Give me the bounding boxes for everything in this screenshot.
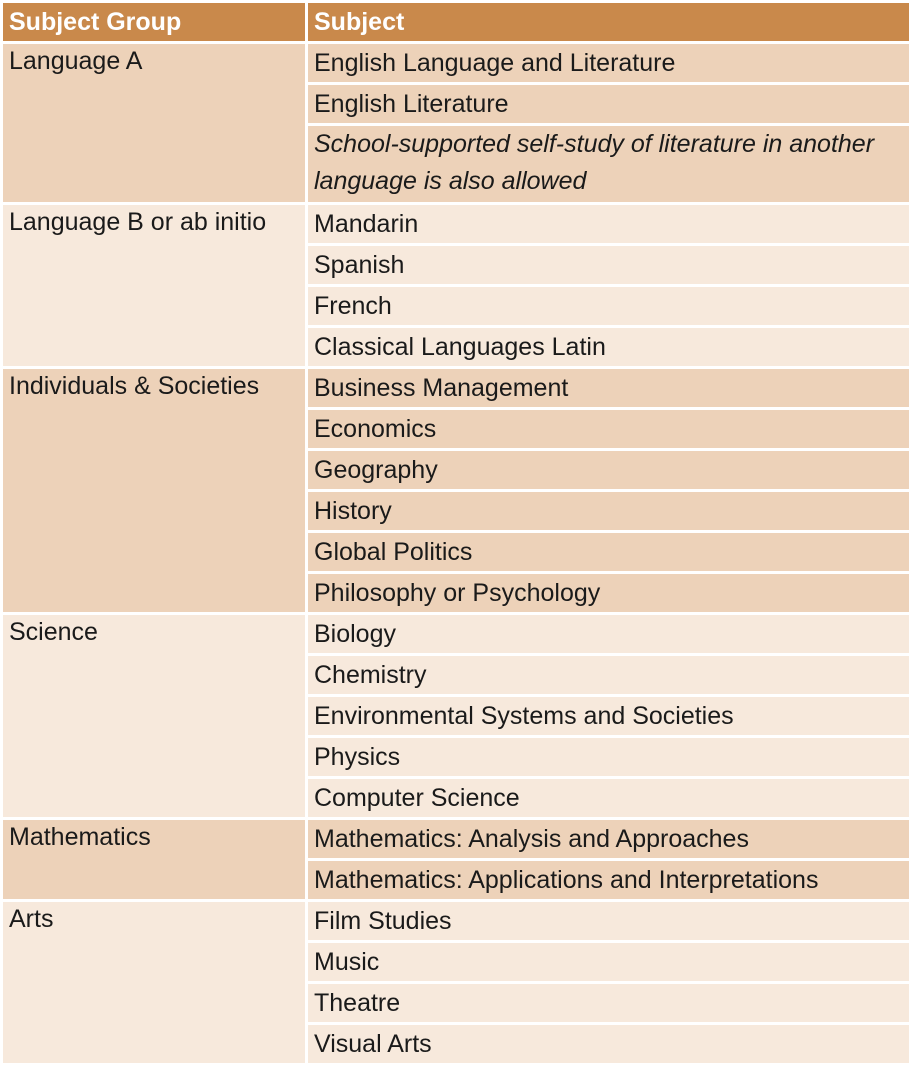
table-row — [3, 44, 909, 85]
subject-cell: Business Management — [308, 369, 909, 410]
subject-cell: Economics — [308, 410, 909, 451]
group-cell-language-a: Language A — [3, 44, 308, 205]
subject-cell: Mandarin — [308, 205, 909, 246]
header-subject: Subject — [308, 3, 909, 44]
group-cell-language-b: Language B or ab initio — [3, 205, 308, 369]
subject-cell: Environmental Systems and Societies — [308, 697, 909, 738]
subject-cell: Classical Languages Latin — [308, 328, 909, 369]
subject-cell: Film Studies — [308, 902, 909, 943]
subject-cell: Mathematics: Applications and Interpretations — [308, 861, 909, 902]
group-cell-individuals-societies: Individuals & Societies — [3, 369, 308, 615]
subject-note-cell: School-supported self-study of literature in another language is also allowed — [308, 126, 909, 205]
table-row — [3, 902, 909, 943]
subject-cell: Mathematics: Analysis and Approaches — [308, 820, 909, 861]
subject-cell: Chemistry — [308, 656, 909, 697]
subject-cell: Visual Arts — [308, 1025, 909, 1066]
subject-cell: History — [308, 492, 909, 533]
subject-cell: Biology — [308, 615, 909, 656]
group-cell-mathematics: Mathematics — [3, 820, 308, 902]
subject-cell: English Literature — [308, 85, 909, 126]
table-row — [3, 615, 909, 656]
subject-cell: Theatre — [308, 984, 909, 1025]
subject-cell: Music — [308, 943, 909, 984]
subjects-table — [3, 3, 909, 1066]
header-row — [3, 3, 909, 44]
group-cell-science: Science — [3, 615, 308, 820]
subject-cell: Philosophy or Psychology — [308, 574, 909, 615]
subject-cell: Global Politics — [308, 533, 909, 574]
subject-cell: English Language and Literature — [308, 44, 909, 85]
subject-cell: Geography — [308, 451, 909, 492]
group-cell-arts: Arts — [3, 902, 308, 1066]
table-row — [3, 205, 909, 246]
table-row — [3, 369, 909, 410]
table-row — [3, 820, 909, 861]
subject-cell: Spanish — [308, 246, 909, 287]
subject-cell: Computer Science — [308, 779, 909, 820]
subject-cell: Physics — [308, 738, 909, 779]
subject-cell: French — [308, 287, 909, 328]
header-subject-group: Subject Group — [3, 3, 308, 44]
